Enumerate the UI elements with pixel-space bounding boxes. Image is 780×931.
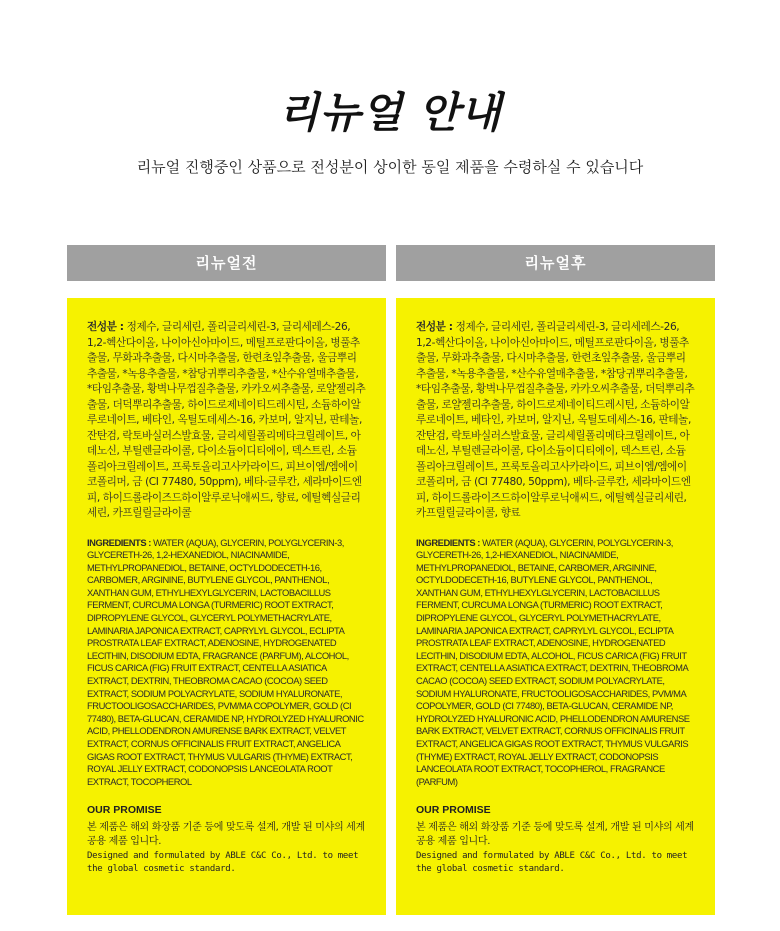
english-ingredients-text: WATER (AQUA), GLYCERIN, POLYGLYCERIN-3, GLYCERETH-26, 1,2-HEXANEDIOL, NIACINAMIDE, METHYLPROPANEDIOL, BETAINE, OCTYLDODECETH-16, CARBOMER, ARGININE, BUTYLENE GLYCOL, PANTHENOL, XANTHAN GUM, ETHYLHEXYLGLYCERIN, LACTOBACILLUS FERMENT, CURCUMA LONGA (TURMERIC) ROOT EXTRACT, DIPROPYLENE GLYCOL, GLYCERYL POLYMETHACRYLATE, LAMINARIA JAPONICA EXTRACT, CAPRYLYL GLYCOL, ECLIPTA PROSTRATA LEAF EXTRACT, ADENOSINE, HYDROGENATED LECITHIN, DISODIUM EDTA, FRAGRANCE (PARFUM), ALCOHOL, FICUS CARICA (FIG) FRUIT EXTRACT, CENTELLA ASIATICA EXTRACT, DEXTRIN, THEOBROMA CACAO (COCOA) SEED EXTRACT, SODIUM POLYACRYLATE, SODIUM HYALURONATE, FRUCTOOLIGOSACCHARIDES, PVM/MA COPOLYMER, GOLD (CI 77480), BETA-GLUCAN, CERAMIDE NP, HYDROLYZED HYALURONIC ACID, PHELLODENDRON AMURENSE BARK EXTRACT, VELVET EXTRACT, CORNUS OFFICINALIS FRUIT EXTRACT, ANGELICA GIGAS ROOT EXTRACT, THYMUS VULGARIS (THYME) EXTRACT, ROYAL JELLY EXTRACT, CODONOPSIS LANCEOLATA ROOT EXTRACT, TOCOPHEROL — [87, 536, 364, 787]
english-ingredients — [416, 537, 695, 789]
korean-ingredients-text: 정제수, 글리세린, 폴리글리세린-3, 글리세레스-26, 1,2-헥산다이올, 나이아신아마이드, 메틸프로판다이올, 병풀추출물, 무화과추출물, 다시마추출물, 한련초잎추출물, 울금뿌리추출물, *녹용추출물, *산수유열매추출물, *참당귀뿌리추출물, *타임추출물, 황벽나무껍질추출물, 카카오씨추출물, 더덕뿌리추출물, 로얄젤리추출물, 하이드로제네이티드레시틴, 소듐하이알루로네이트, 베타인, 카보머, 알지닌, 옥틸도데세스-16, 판테놀, 잔탄검, 락토바실러스발효물, 글리세릴폴리메타크릴레이트, 아데노신, 부틸렌글라이콜, 다이소듐이디티에이, 덱스트린, 소듐폴리아크릴레이트, 프룩토올리고사카라이드, 피브이엠/엠에이코폴리머, 금 (CI 77480, 50ppm), 베타-글루칸, 세라마이드엔피, 하이드롤라이즈드하이알루로닉애씨드, 에틸헥실글리세린, 카프릴릴글라이콜, 향료 — [416, 321, 695, 519]
english-ingredients-label: INGREDIENTS : — [416, 536, 480, 548]
before-renewal-heading: 리뉴얼전 — [67, 245, 386, 281]
promise-title: OUR PROMISE — [416, 804, 491, 817]
after-renewal-heading: 리뉴얼후 — [396, 245, 715, 281]
after-renewal-panel — [396, 298, 715, 915]
page-subtitle: 리뉴얼 진행중인 상품으로 전성분이 상이한 동일 제품을 수령하실 수 있습니다 — [136, 158, 644, 176]
korean-ingredients — [87, 320, 366, 522]
before-renewal-panel — [67, 298, 386, 915]
promise-korean-text: 본 제품은 해외 화장품 기준 등에 맞도록 설계, 개발 된 미샤의 세계 공용 제품 입니다. — [416, 822, 694, 848]
page-title: 리뉴얼 안내 — [278, 88, 502, 137]
korean-ingredients-label: 전성분 : — [87, 321, 124, 333]
promise-title: OUR PROMISE — [87, 804, 162, 817]
korean-ingredients-text: 정제수, 글리세린, 폴리글리세린-3, 글리세레스-26, 1,2-헥산다이올, 나이아신아마이드, 메틸프로판다이올, 병풀추출물, 무화과추출물, 다시마추출물, 한련초잎추출물, 울금뿌리추출물, *녹용추출물, *참당귀뿌리추출물, *산수유열매추출물, *타임추출물, 황벽나무껍질추출물, 카카오씨추출물, 로얄젤리추출물, 더덕뿌리추출물, 하이드로제네이티드레시틴, 소듐하이알루로네이트, 베타인, 옥틸도데세스-16, 카보머, 알지닌, 판테놀, 잔탄검, 락토바실러스발효물, 글리세릴폴리메타크릴레이트, 아데노신, 부틸렌글라이콜, 다이소듐이디티에이, 덱스트린, 소듐폴리아크릴레이트, 프룩토올리고사카라이드, 피브이엠/엠에이코폴리머, 금 (CI 77480, 50ppm), 베타-글루칸, 세라마이드엔피, 하이드롤라이즈드하이알루로닉애씨드, 향료, 에틸헥실글리세린, 카프릴릴글라이콜 — [87, 321, 366, 519]
english-ingredients — [87, 537, 366, 789]
korean-ingredients — [416, 320, 695, 522]
promise-english-text: Designed and formulated by ABLE C&C Co., Ltd. to meet the global cosmetic standard. — [87, 851, 359, 874]
promise-korean-text: 본 제품은 해외 화장품 기준 등에 맞도록 설계, 개발 된 미샤의 세계 공용 제품 입니다. — [87, 822, 365, 848]
korean-ingredients-label: 전성분 : — [416, 321, 453, 333]
english-ingredients-label: INGREDIENTS : — [87, 536, 151, 548]
promise-english-text: Designed and formulated by ABLE C&C Co., Ltd. to meet the global cosmetic standard. — [416, 851, 688, 874]
english-ingredients-text: WATER (AQUA), GLYCERIN, POLYGLYCERIN-3, GLYCERETH-26, 1,2-HEXANEDIOL, NIACINAMIDE, METHYLPROPANEDIOL, BETAINE, CARBOMER, ARGININE, OCTYLDODECETH-16, BUTYLENE GLYCOL, PANTHENOL, XANTHAN GUM, ETHYLHEXYLGLYCERIN, LACTOBACILLUS FERMENT, CURCUMA LONGA (TURMERIC) ROOT EXTRACT, DIPROPYLENE GLYCOL, GLYCERYL POLYMETHACRYLATE, LAMINARIA JAPONICA EXTRACT, CAPRYLYL GLYCOL, ECLIPTA PROSTRATA LEAF EXTRACT, ADENOSINE, HYDROGENATED LECITHIN, DISODIUM EDTA, ALCOHOL, FICUS CARICA (FIG) FRUIT EXTRACT, CENTELLA ASIATICA EXTRACT, DEXTRIN, THEOBROMA CACAO (COCOA) SEED EXTRACT, SODIUM POLYACRYLATE, SODIUM HYALURONATE, FRUCTOOLIGOSACCHARIDES, PVM/MA COPOLYMER, GOLD (CI 77480), BETA-GLUCAN, CERAMIDE NP, HYDROLYZED HYALURONIC ACID, PHELLODENDRON AMURENSE BARK EXTRACT, VELVET EXTRACT, CORNUS OFFICINALIS FRUIT EXTRACT, ANGELICA GIGAS ROOT EXTRACT, THYMUS VULGARIS (THYME) EXTRACT, ROYAL JELLY EXTRACT, CODONOPSIS LANCEOLATA ROOT EXTRACT, TOCOPHEROL, FRAGRANCE (PARFUM) — [416, 536, 690, 787]
